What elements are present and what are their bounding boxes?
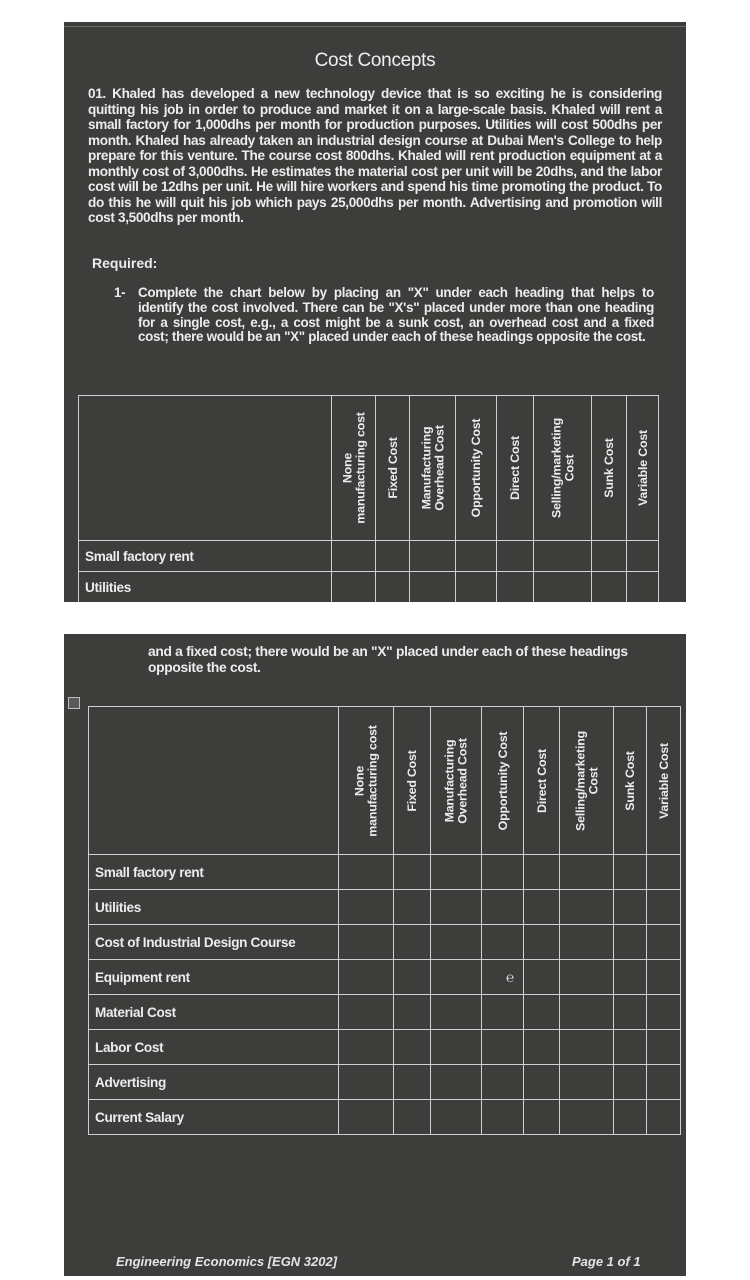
col-header: [614, 707, 647, 855]
table-row: [79, 541, 659, 572]
col-header: [339, 707, 394, 855]
cell[interactable]: [482, 1065, 524, 1100]
cell[interactable]: [524, 960, 560, 995]
col-header: [534, 396, 592, 541]
cell[interactable]: [647, 1065, 681, 1100]
required-label: Required:: [92, 255, 158, 271]
col-header-label: Selling/marketing Cost: [573, 730, 600, 831]
cell[interactable]: [524, 855, 560, 890]
cell[interactable]: [456, 541, 497, 572]
cell[interactable]: [431, 925, 482, 960]
cell[interactable]: [647, 855, 681, 890]
cell[interactable]: [394, 1100, 431, 1135]
cell[interactable]: [614, 890, 647, 925]
cell[interactable]: [647, 890, 681, 925]
cell[interactable]: [524, 1065, 560, 1100]
top-rule: [64, 26, 686, 27]
col-header: [482, 707, 524, 855]
cell[interactable]: [614, 925, 647, 960]
cell[interactable]: [524, 1030, 560, 1065]
cell[interactable]: [410, 572, 456, 603]
header-blank: [89, 707, 339, 855]
col-header-label: Selling/marketing Cost: [549, 418, 576, 518]
table-row: [89, 1065, 681, 1100]
cell[interactable]: [524, 925, 560, 960]
cell[interactable]: [560, 925, 614, 960]
row-label: Material Cost: [89, 995, 339, 1030]
cell[interactable]: [456, 572, 497, 603]
row-label: Advertising: [89, 1065, 339, 1100]
cell[interactable]: [627, 541, 659, 572]
cell[interactable]: [482, 855, 524, 890]
cell[interactable]: [482, 1030, 524, 1065]
cell[interactable]: [394, 960, 431, 995]
col-header-label: Direct Cost: [507, 436, 522, 500]
row-label: Utilities: [89, 890, 339, 925]
col-header-label: None manufacturing cost: [352, 724, 379, 837]
cell[interactable]: [394, 1030, 431, 1065]
cell[interactable]: [482, 1100, 524, 1135]
cell[interactable]: [431, 1100, 482, 1135]
cell[interactable]: [614, 855, 647, 890]
cell[interactable]: [431, 960, 482, 995]
cell[interactable]: [339, 1100, 394, 1135]
col-header-label: Opportunity Cost: [468, 418, 483, 518]
cell[interactable]: [394, 1065, 431, 1100]
row-label: Small factory rent: [79, 541, 332, 572]
continued-text: and a fixed cost; there would be an "X" placed under each of these headings opposite the cost.: [148, 644, 628, 675]
cell[interactable]: [431, 890, 482, 925]
instruction-text: Complete the chart below by placing an "X" under each heading that helps to identify the cost involved. There can be "X's" placed under more than one heading for a single cost, e.g., a cost might be a sunk cost, an overhead cost and a fixed cost; there would be an "X" placed under each of these headings opposite the cost.: [138, 285, 654, 345]
cell[interactable]: [592, 572, 627, 603]
col-header: [410, 396, 456, 541]
photo-bottom: [64, 634, 686, 1276]
cell[interactable]: [431, 1030, 482, 1065]
col-header: [592, 396, 627, 541]
table-row: [89, 1030, 681, 1065]
cell[interactable]: [524, 890, 560, 925]
cell[interactable]: [524, 995, 560, 1030]
cell[interactable]: [647, 925, 681, 960]
cell[interactable]: [524, 1100, 560, 1135]
cell[interactable]: [410, 541, 456, 572]
row-label: Cost of Industrial Design Course: [89, 925, 339, 960]
table-row: [89, 890, 681, 925]
cell[interactable]: [339, 960, 394, 995]
table-row: [89, 1100, 681, 1135]
table-row: [89, 960, 681, 995]
cell[interactable]: [627, 572, 659, 603]
cell[interactable]: [614, 1065, 647, 1100]
col-header-label: Manufacturing Overhead Cost: [442, 737, 469, 824]
col-header-label: Sunk Cost: [601, 438, 616, 498]
cell[interactable]: [614, 1100, 647, 1135]
col-header-label: Manufacturing Overhead Cost: [419, 425, 446, 511]
cell[interactable]: [394, 855, 431, 890]
row-label: Small factory rent: [89, 855, 339, 890]
cell[interactable]: [560, 960, 614, 995]
cell[interactable]: [592, 541, 627, 572]
table-row: [89, 855, 681, 890]
col-header: [456, 396, 497, 541]
cell[interactable]: [394, 925, 431, 960]
cell[interactable]: [647, 960, 681, 995]
cell[interactable]: [497, 572, 534, 603]
cell[interactable]: [647, 1030, 681, 1065]
cost-table-bottom: [88, 706, 681, 1135]
cell[interactable]: [534, 541, 592, 572]
photo-top: [64, 22, 686, 602]
cell[interactable]: [560, 1065, 614, 1100]
instruction: [114, 286, 654, 345]
col-header-label: Fixed Cost: [385, 437, 400, 499]
cell[interactable]: [339, 925, 394, 960]
col-header: [394, 707, 431, 855]
col-header-label: Opportunity Cost: [495, 731, 510, 830]
cell[interactable]: [614, 995, 647, 1030]
cell[interactable]: [431, 855, 482, 890]
cell[interactable]: [339, 995, 394, 1030]
row-label: Current Salary: [89, 1100, 339, 1135]
cell[interactable]: [560, 995, 614, 1030]
col-header-label: Direct Cost: [534, 748, 549, 813]
row-label: Utilities: [79, 572, 332, 603]
cell[interactable]: [339, 1065, 394, 1100]
col-header-label: None manufacturing cost: [340, 412, 367, 524]
cell[interactable]: [482, 995, 524, 1030]
cell[interactable]: [332, 572, 376, 603]
cell[interactable]: [376, 541, 410, 572]
col-header-label: Sunk Cost: [622, 750, 637, 811]
question-text: 01. Khaled has developed a new technology device that is so exciting he is considering quitting his job in order to produce and market it on a large-scale basis. Khaled will rent a small factory for 1,000dhs per month for production purposes. Utilities will cost 500dhs per month. Khaled has already taken an industrial design course at Dubai Men's College to help prepare for this venture. The course cost 800dhs. Khaled will rent production equipment at a monthly cost of 3,000dhs. He estimates the material cost per unit will be 20dhs, and the labor cost will be 12dhs per unit. He will hire workers and spend his time promoting the product. To do this he will quit his job which pays 25,000dhs per month. Advertising and promotion will cost 3,500dhs per month.: [88, 86, 662, 225]
table-row: [79, 572, 659, 603]
cell[interactable]: [332, 541, 376, 572]
cell[interactable]: [431, 1065, 482, 1100]
col-header: [524, 707, 560, 855]
cell[interactable]: [339, 1030, 394, 1065]
header-blank: [79, 396, 332, 541]
cell[interactable]: [482, 925, 524, 960]
row-label: Equipment rent: [89, 960, 339, 995]
cell[interactable]: [560, 855, 614, 890]
cell[interactable]: [534, 572, 592, 603]
cell[interactable]: [431, 995, 482, 1030]
cell[interactable]: [497, 541, 534, 572]
col-header: [497, 396, 534, 541]
text-cursor-icon: ℮: [506, 969, 515, 985]
col-header: [332, 396, 376, 541]
cell[interactable]: [560, 1030, 614, 1065]
cell[interactable]: [614, 1030, 647, 1065]
cell[interactable]: [394, 995, 431, 1030]
page-title: Cost Concepts: [314, 50, 436, 71]
cell[interactable]: [647, 1100, 681, 1135]
cell[interactable]: [560, 890, 614, 925]
cell[interactable]: [560, 1100, 614, 1135]
cell[interactable]: [614, 960, 647, 995]
cell[interactable]: [376, 572, 410, 603]
cell[interactable]: [339, 890, 394, 925]
table-row: [89, 925, 681, 960]
col-header: [627, 396, 659, 541]
cell[interactable]: [394, 890, 431, 925]
col-header: [647, 707, 681, 855]
footer-page-number: Page 1 of 1: [572, 1254, 641, 1269]
footer-course: Engineering Economics [EGN 3202]: [116, 1254, 338, 1269]
cell[interactable]: [339, 855, 394, 890]
cost-table-top: [78, 395, 659, 602]
col-header-label: Variable Cost: [656, 742, 671, 819]
instruction-number: 1-: [114, 285, 126, 300]
table-move-handle-icon[interactable]: [68, 697, 80, 709]
cell[interactable]: [647, 995, 681, 1030]
table-row: [89, 995, 681, 1030]
col-header: [560, 707, 614, 855]
col-header-label: Variable Cost: [635, 430, 650, 506]
row-label: Labor Cost: [89, 1030, 339, 1065]
col-header: [376, 396, 410, 541]
cell[interactable]: [482, 890, 524, 925]
cell[interactable]: [482, 960, 524, 995]
col-header-label: Fixed Cost: [404, 749, 419, 812]
col-header: [431, 707, 482, 855]
